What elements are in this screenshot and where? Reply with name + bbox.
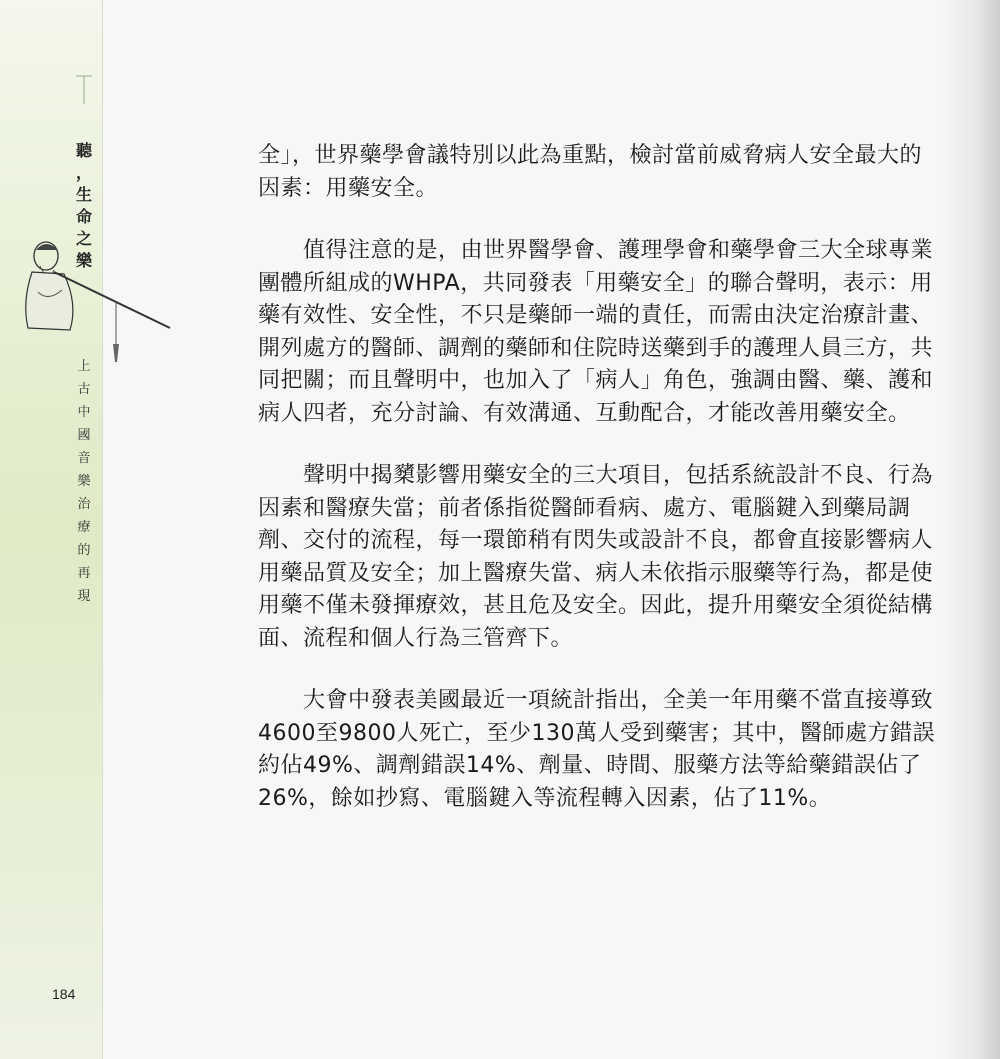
subtitle-char: 樂 — [77, 474, 91, 489]
subtitle-char: 的 — [77, 543, 91, 558]
paragraph: 聲明中揭櫫影響用藥安全的三大項目，包括系統設計不良、行為因素和醫療失當；前者係指從醫師看病、處方、電腦鍵入到藥局調劑、交付的流程，每一環節稍有閃失或設計不良，都會直接影響病人用藥品質及安全；加上醫療失當、病人未依指示服藥等行為，都是使用藥不僅未發揮療效，甚且危及安全。因此，提升用藥安全須從結構面、流程和個人行為三管齊下。 — [258, 463, 934, 651]
subtitle-char: 中 — [77, 405, 91, 420]
book-title-char: 生 — [75, 185, 92, 204]
page-gutter-shadow — [940, 0, 1000, 1059]
subtitle-char: 療 — [77, 520, 91, 535]
subtitle-char: 音 — [77, 451, 91, 466]
subtitle-char: 古 — [77, 382, 91, 397]
body-text — [258, 140, 938, 845]
subtitle-char: 國 — [77, 428, 91, 443]
subtitle-char: 上 — [77, 359, 91, 374]
book-title-char: ， — [75, 163, 92, 182]
book-title-char: 聽 — [75, 141, 92, 160]
paragraph: 值得注意的是，由世界醫學會、護理學會和藥學會三大全球專業團體所組成的WHPA，共同發表「用藥安全」的聯合聲明，表示：用藥有效性、安全性，不只是藥師一端的責任，而需由決定治療計畫、開列處方的醫師、調劑的藥師和住院時送藥到手的護理人員三方，共同把關；而且聲明中，也加入了「病人」角色，強調由醫、藥、護和病人四者，充分討論、有效溝通、互動配合，才能改善用藥安全。 — [258, 238, 934, 426]
subtitle-char: 現 — [77, 589, 91, 604]
paragraph: 全」，世界藥學會議特別以此為重點，檢討當前威脅病人安全最大的因素：用藥安全。 — [258, 143, 923, 201]
book-title-char: 命 — [75, 207, 92, 226]
page-number: 184 — [52, 986, 76, 1002]
subtitle-char: 再 — [77, 566, 91, 581]
header-ornament-icon — [72, 68, 96, 108]
book-title-char: 樂 — [75, 251, 92, 270]
paragraph: 大會中發表美國最近一項統計指出，全美一年用藥不當直接導致4600至9800人死亡，至少130萬人受到藥害；其中，醫師處方錯誤約佔49%、調劑錯誤14%、劑量、時間、服藥方法等給藥錯誤佔了26%，餘如抄寫、電腦鍵入等流程轉入因素，佔了11%。 — [258, 688, 935, 811]
flute-player-illustration-icon — [18, 232, 178, 372]
book-title-char: 之 — [75, 229, 92, 248]
subtitle-char: 治 — [77, 497, 91, 512]
running-subtitle — [72, 355, 96, 608]
